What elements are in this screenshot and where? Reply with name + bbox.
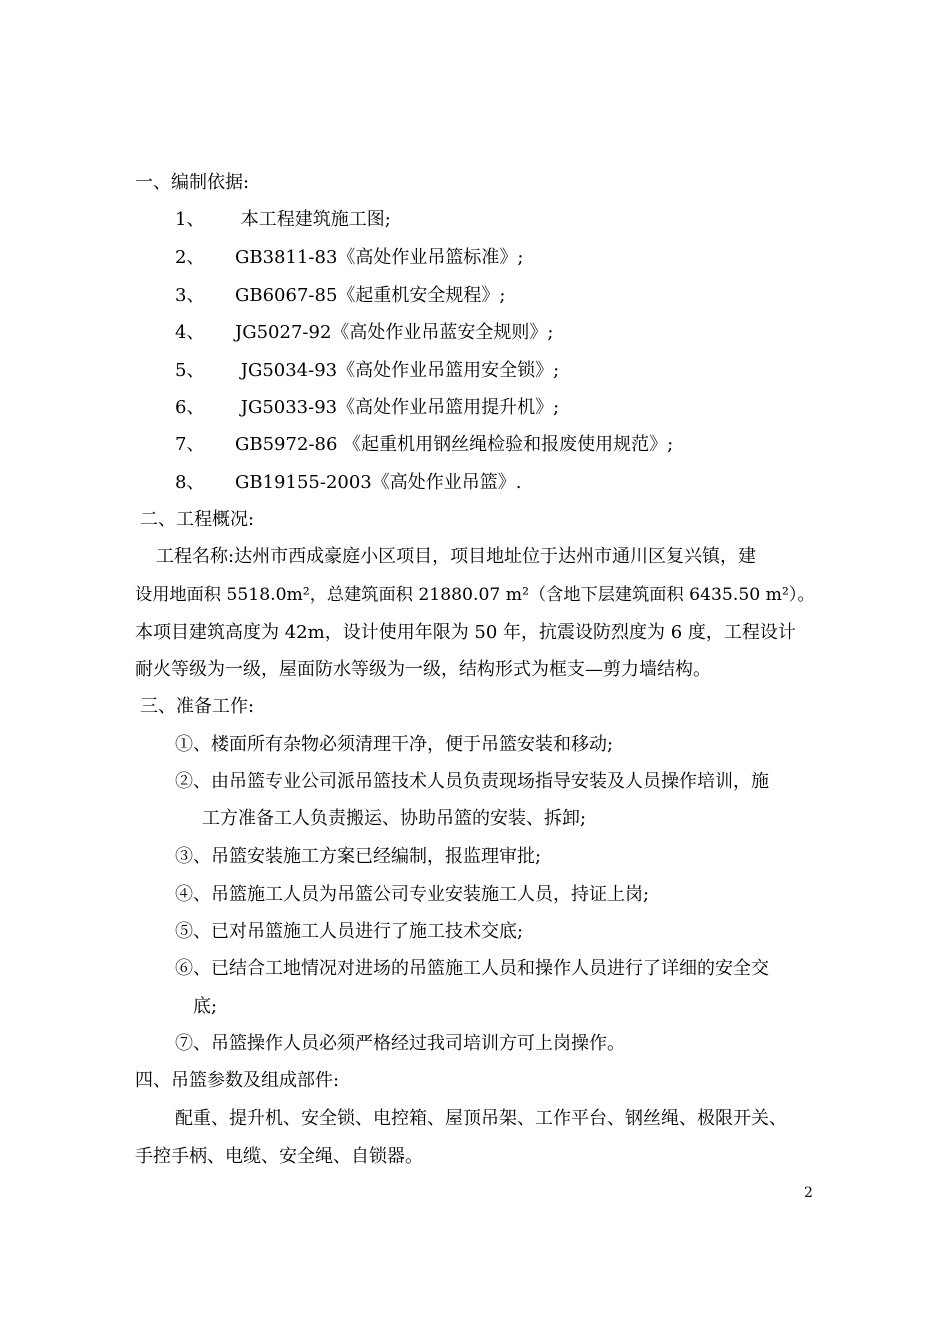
list-item-text: GB19155-2003《高处作业吊篮》. xyxy=(235,472,522,493)
list-item-text: JG5033-93《高处作业吊篮用提升机》; xyxy=(235,397,560,418)
list-item: ⑥、已结合工地情况对进场的吊篮施工人员和操作人员进行了详细的安全交 xyxy=(175,958,769,979)
paragraph-line: 工程名称:达州市西成豪庭小区项目，项目地址位于达州市通川区复兴镇，建 xyxy=(156,546,757,567)
list-item xyxy=(175,433,673,457)
list-item xyxy=(175,471,521,495)
list-item-text: GB3811-83《高处作业吊篮标准》; xyxy=(235,247,524,268)
list-item: ⑤、已对吊篮施工人员进行了施工技术交底; xyxy=(175,921,524,942)
paragraph-line: 设用地面积 5518.0m²，总建筑面积 21880.07 m²（含地下层建筑面积 6435.50 m²）。 xyxy=(135,585,815,605)
list-item-text: 本工程建筑施工图; xyxy=(235,209,391,230)
list-item: ②、由吊篮专业公司派吊篮技术人员负责现场指导安装及人员操作培训，施 xyxy=(175,771,769,792)
list-item-number: 1、 xyxy=(175,209,205,230)
list-item-text: JG5027-92《高处作业吊蓝安全规则》; xyxy=(235,322,554,343)
list-item-continuation: 工方准备工人负责搬运、协助吊篮的安装、拆卸; xyxy=(202,808,587,829)
list-item-text: JG5034-93《高处作业吊篮用安全锁》; xyxy=(235,360,560,381)
list-item xyxy=(175,359,559,383)
section-4-heading: 四、吊篮参数及组成部件: xyxy=(135,1070,340,1091)
list-item-number: 2、 xyxy=(175,247,205,268)
list-item-number: 3、 xyxy=(175,285,205,306)
paragraph-line: 手控手柄、电缆、安全绳、自锁器。 xyxy=(135,1146,423,1167)
list-item: ①、楼面所有杂物必须清理干净，便于吊篮安装和移动; xyxy=(175,734,614,755)
list-item xyxy=(175,208,391,232)
paragraph-line: 配重、提升机、安全锁、电控箱、屋顶吊架、工作平台、钢丝绳、极限开关、 xyxy=(175,1108,787,1129)
list-item: ③、吊篮安装施工方案已经编制，报监理审批; xyxy=(175,846,542,867)
list-item xyxy=(175,396,559,420)
page-number: 2 xyxy=(804,1185,813,1201)
section-3-heading: 三、准备工作: xyxy=(140,696,255,717)
list-item xyxy=(175,321,553,345)
section-2-heading: 二、工程概况: xyxy=(140,509,255,530)
list-item-number: 8、 xyxy=(175,472,205,493)
list-item-text: GB6067-85《起重机安全规程》; xyxy=(235,285,506,306)
list-item: ⑦、吊篮操作人员必须严格经过我司培训方可上岗操作。 xyxy=(175,1033,625,1054)
section-1-heading: 一、编制依据: xyxy=(135,172,250,193)
list-item-number: 5、 xyxy=(175,360,205,381)
list-item-continuation: 底; xyxy=(193,996,218,1017)
paragraph-line: 本项目建筑高度为 42m，设计使用年限为 50 年，抗震设防烈度为 6 度，工程设计 xyxy=(135,622,796,643)
list-item-number: 4、 xyxy=(175,322,205,343)
list-item: ④、吊篮施工人员为吊篮公司专业安装施工人员，持证上岗; xyxy=(175,884,650,905)
list-item-number: 7、 xyxy=(175,434,205,455)
paragraph-line: 耐火等级为一级，屋面防水等级为一级，结构形式为框支—剪力墙结构。 xyxy=(135,659,711,680)
list-item-text: GB5972-86 《起重机用钢丝绳检验和报废使用规范》; xyxy=(235,434,674,455)
list-item-number: 6、 xyxy=(175,397,205,418)
list-item xyxy=(175,284,505,308)
list-item xyxy=(175,246,523,270)
